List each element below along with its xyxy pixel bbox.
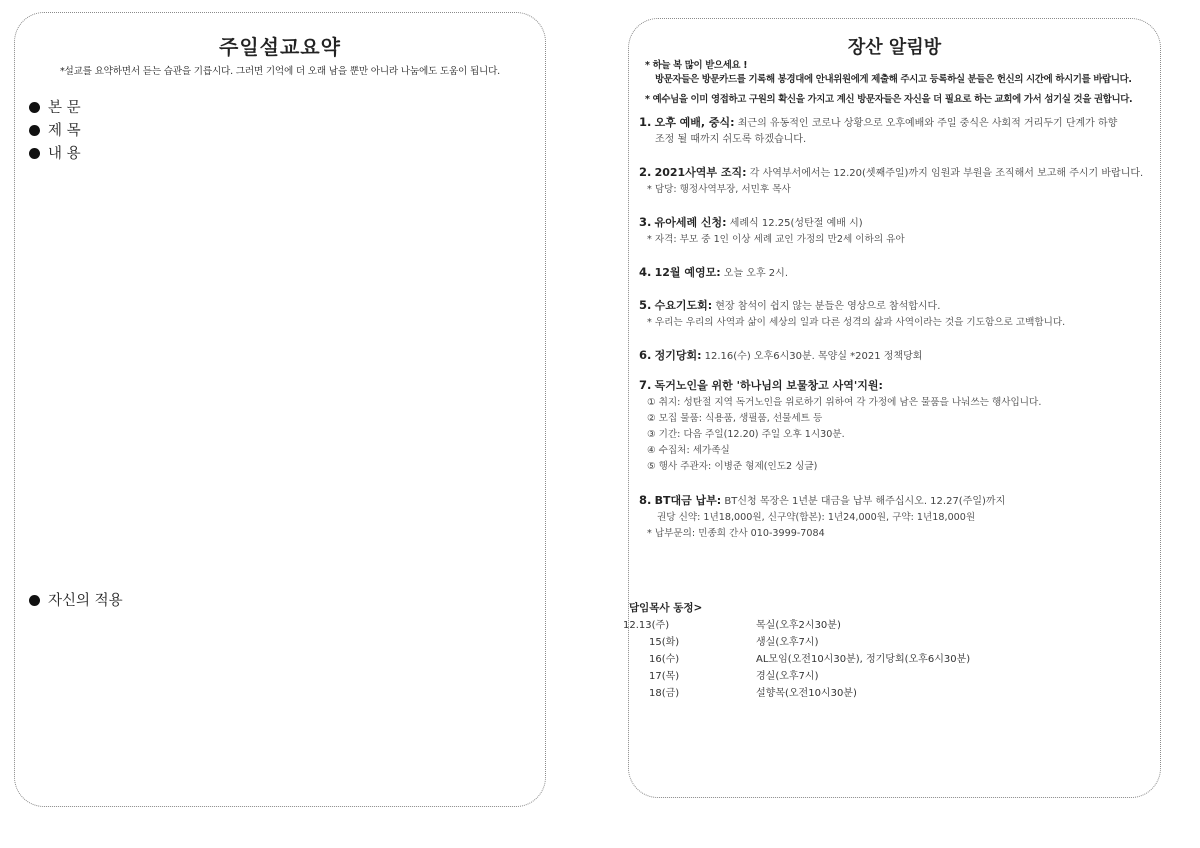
sermon-summary-title: 주일설교요약 <box>219 35 341 59</box>
schedule-date: 15(화) <box>649 637 680 648</box>
bullet-label: 제 목 <box>48 123 81 139</box>
notice-detail: ⑤ 행사 주관자: 이병준 형제(인도2 싱글) <box>647 461 818 472</box>
bullet-label: 본 문 <box>48 100 81 116</box>
notice-number: 5. <box>639 298 652 312</box>
notice-item-8 <box>639 492 1005 542</box>
bullet-dot-icon <box>29 125 40 136</box>
bullet-application <box>29 590 123 613</box>
bullet-scripture <box>29 97 81 120</box>
notice-label: 2021사역부 조직: <box>654 166 747 179</box>
notice-label: 수요기도회: <box>654 299 713 312</box>
notice-detail: 조정 될 때까지 쉬도록 하겠습니다. <box>655 134 807 145</box>
notice-detail: ① 취지: 성탄절 지역 독거노인을 위로하기 위하여 각 가정에 남은 물품을 나눠쓰는 행사입니다. <box>647 397 1042 408</box>
notice-number: 1. <box>639 115 652 129</box>
sermon-summary-subtitle: *설교를 요약하면서 듣는 습관을 기릅시다. 그러면 기억에 더 오래 남을 뿐만 아니라 나눔에도 도움이 됩니다. <box>59 66 501 77</box>
notice-label: 12월 예영모: <box>654 266 721 279</box>
schedule-row <box>623 634 970 651</box>
visitor-note: * 예수님을 이미 영접하고 구원의 확신을 가지고 계신 방문자들은 자신을 더 필요로 하는 교회에 가서 섬기실 것을 권합니다. <box>645 94 1133 105</box>
notice-item-7 <box>639 377 1041 475</box>
announcements-title: 장산 알림방 <box>847 37 942 58</box>
notice-item-1 <box>639 114 1117 148</box>
bullet-label: 내 용 <box>48 146 81 162</box>
visitor-note: * 하늘 복 많이 받으세요 ! <box>645 60 748 71</box>
bullet-dot-icon <box>29 148 40 159</box>
schedule-date: 16(수) <box>649 654 680 665</box>
notice-label: 독거노인을 위한 '하나님의 보물창고 사역'지원: <box>654 379 883 392</box>
pastor-schedule-title: 담임목사 동정> <box>629 602 703 614</box>
notice-detail: ② 모집 물품: 식용품, 생필품, 선물세트 등 <box>647 413 823 424</box>
notice-number: 3. <box>639 215 652 229</box>
sermon-bullet-list <box>29 97 81 166</box>
notice-label: 오후 예배, 중식: <box>654 116 735 129</box>
notice-text: BT신청 목장은 1년분 대금을 납부 해주십시오. 12.27(주일)까지 <box>724 496 1006 507</box>
schedule-date: 18(금) <box>649 688 680 699</box>
bullet-label: 자신의 적용 <box>48 593 123 609</box>
bullet-dot-icon <box>29 595 40 606</box>
notice-text: 12.16(수) 오후6시30분. 목양실 *2021 정책당회 <box>704 351 923 362</box>
notice-text: 오늘 오후 2시. <box>723 268 788 279</box>
notice-detail: * 담당: 행정사역부장, 서민후 목사 <box>647 184 791 195</box>
sermon-summary-panel <box>14 12 546 807</box>
notice-text: 각 사역부서에서는 12.20(셋째주일)까지 임원과 부원을 조직해서 보고해 주시기 바랍니다. <box>749 168 1144 179</box>
notice-item-3 <box>639 214 905 248</box>
schedule-date: 12.13(주) <box>623 620 670 631</box>
schedule-row <box>623 617 970 634</box>
visitor-note: 방문자들은 방문카드를 기록해 봉경대에 안내위원에게 제출해 주시고 등록하실 분들은 헌신의 시간에 하시기를 바랍니다. <box>655 74 1132 85</box>
notice-item-6 <box>639 347 922 365</box>
bullet-dot-icon <box>29 102 40 113</box>
bullet-content <box>29 143 81 166</box>
notice-item-4 <box>639 264 788 282</box>
schedule-event: 목실(오후2시30분) <box>756 620 841 631</box>
schedule-date: 17(목) <box>649 671 680 682</box>
pastor-schedule <box>623 599 970 702</box>
notice-label: BT대금 납부: <box>654 494 722 507</box>
notice-item-2 <box>639 164 1143 198</box>
schedule-row <box>623 685 970 702</box>
schedule-row <box>623 668 970 685</box>
schedule-event: 생실(오후7시) <box>756 637 819 648</box>
notice-detail: 권당 신약: 1년18,000원, 신구약(합본): 1년24,000원, 구약: 1년18,000원 <box>657 512 976 523</box>
schedule-event: 경실(오후7시) <box>756 671 819 682</box>
notice-item-5 <box>639 297 1065 331</box>
notice-number: 8. <box>639 493 652 507</box>
notice-text: 최근의 유동적인 코로나 상황으로 오후예배와 주일 중식은 사회적 거리두기 단계가 하향 <box>737 118 1118 129</box>
notice-label: 유아세례 신청: <box>654 216 727 229</box>
notice-text: 세례식 12.25(성탄절 예배 시) <box>729 218 863 229</box>
notice-number: 4. <box>639 265 652 279</box>
notice-number: 7. <box>639 378 652 392</box>
announcements-panel <box>623 18 1161 798</box>
schedule-event: 설향목(오전10시30분) <box>756 688 857 699</box>
notice-detail: * 납부문의: 민종희 간사 010-3999-7084 <box>647 528 825 539</box>
notice-number: 6. <box>639 348 652 362</box>
notice-detail: * 자격: 부모 중 1인 이상 세례 교인 가정의 만2세 이하의 유아 <box>647 234 905 245</box>
notice-number: 2. <box>639 165 652 179</box>
schedule-event: AL모임(오전10시30분), 정기당회(오후6시30분) <box>756 654 971 665</box>
notice-detail: ③ 기간: 다음 주일(12.20) 주일 오후 1시30분. <box>647 429 845 440</box>
notice-detail: ④ 수집처: 세가족실 <box>647 445 730 456</box>
notice-text: 현장 참석이 쉽지 않는 분들은 영상으로 참석합시다. <box>715 301 941 312</box>
schedule-row <box>623 651 970 668</box>
notice-label: 정기당회: <box>654 349 702 362</box>
visitor-notes <box>645 59 1132 107</box>
notice-detail: * 우리는 우리의 사역과 삶이 세상의 일과 다른 성격의 삶과 사역이라는 것을 기도함으로 고백합니다. <box>647 317 1066 328</box>
bullet-title <box>29 120 81 143</box>
